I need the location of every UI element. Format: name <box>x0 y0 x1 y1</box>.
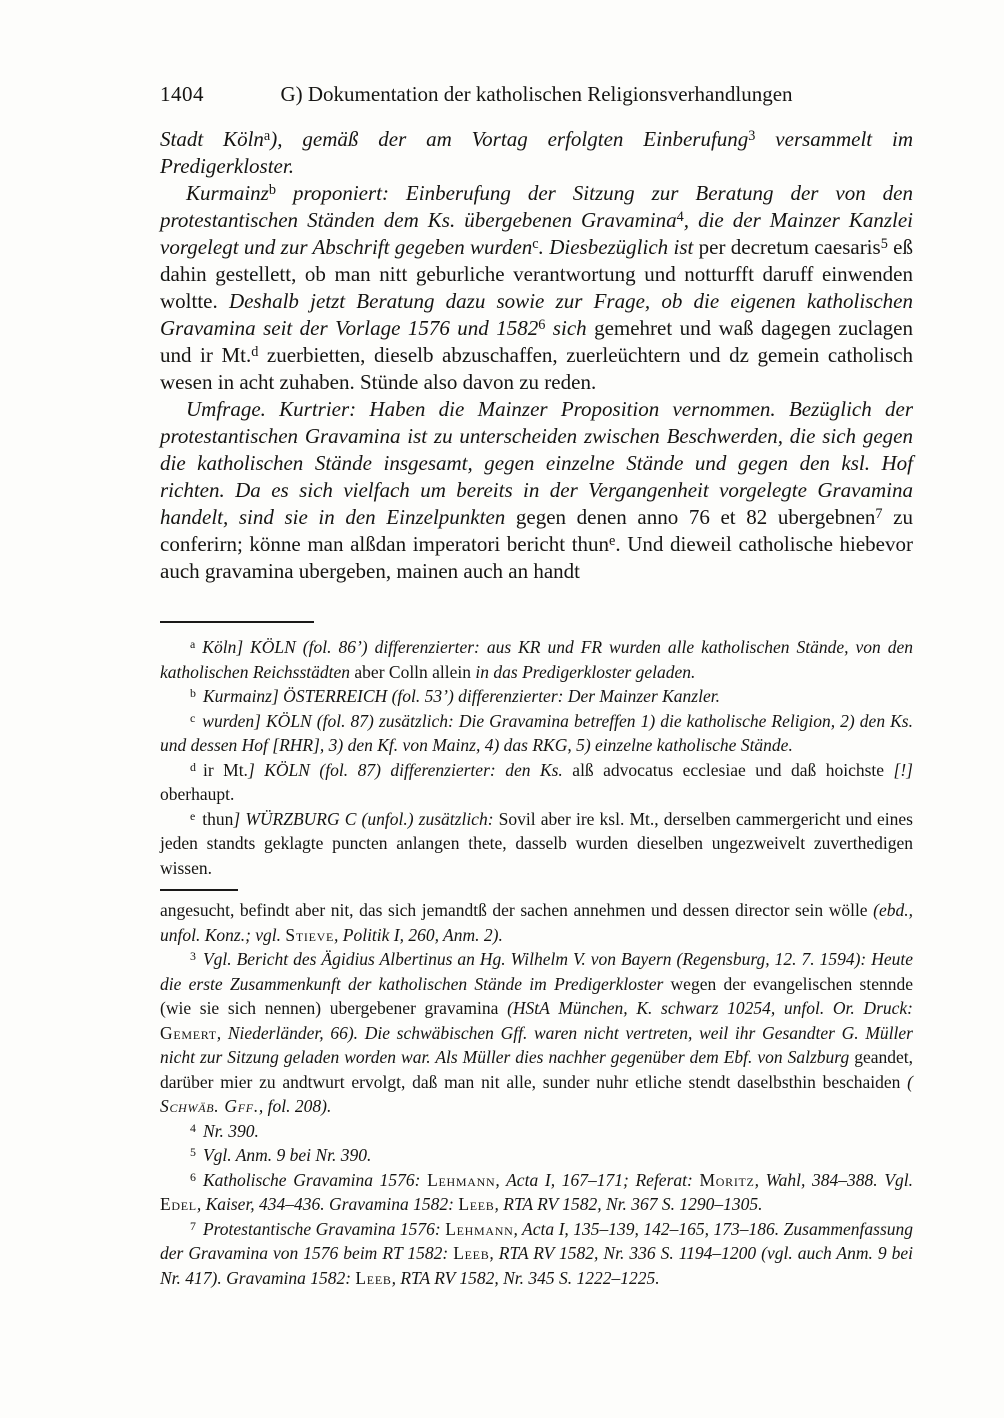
text-segment: , Kaiser, 434–436. Gravamina 1582: <box>196 1194 459 1214</box>
text-segment: 4 <box>676 209 684 226</box>
text-segment: proponiert: Einberufung der Sitzung zur Beratung der von den protestantischen Ständen dem Ks. übergebenen Gravamina <box>160 181 913 232</box>
footnote-marker: 7 <box>190 1218 196 1233</box>
page-header <box>160 82 913 110</box>
text-segment: Leeb <box>355 1267 392 1288</box>
text-segment: Deshalb jetzt Beratung dazu sowie zur Frage, ob die eigenen katholischen Gravamina seit der Vorlage 1576 und 1582 <box>160 289 913 340</box>
text-segment: 6 <box>538 317 546 334</box>
text-segment: Sovil aber ire ksl. Mt., derselben cammergericht und eines jeden standts geklagte puncten anlangen thete, dasselb wurden dieselben ungezweivelt zuverthedigen wissen. <box>160 808 913 878</box>
text-segment: oberhaupt. <box>160 784 235 804</box>
text-segment: alß advocatus ecclesiae und daß hoichste <box>572 759 894 780</box>
number-footnote <box>160 1217 913 1291</box>
main-text <box>160 126 913 585</box>
text-segment: ir Mt. <box>202 759 248 780</box>
text-segment: Stieve <box>285 924 335 945</box>
apparatus-letter-notes <box>160 635 913 880</box>
text-segment: Umfrage. Kurtrier: Haben die Mainzer Proposition vernommen. Bezüglich der protestantischen Gravamina ist zu unterscheiden zwischen Beschwerden, die sich gegen die katholischen Stände insgesamt, gegen einzelne Stände und gegen den ksl. Hof richten. Da es sich vielfach um bereits in der Vergangenheit vorgelegte Gravamina handelt, sind sie in den Einzelpunkten <box>160 397 913 529</box>
text-segment: ( <box>907 1071 913 1092</box>
text-segment: Leeb <box>458 1194 495 1214</box>
footnote-marker: b <box>190 686 196 701</box>
text-segment: (ebd., unfol. Konz.; vgl. <box>160 900 913 945</box>
text-segment: Vgl. Bericht des Ägidius Albertinus an Hg. Wilhelm V. von Bayern (Regensburg, 12. 7. 1594): Heute die erste Zusammenkunft der katholischen Stände im Predigerkloster <box>160 949 913 994</box>
number-footnote <box>160 1168 913 1217</box>
text-segment: eß dahin gestellett, ob man nitt geburliche verantwortung und notturfft daruff einwenden woltte. <box>160 235 913 313</box>
number-footnote <box>160 1119 913 1144</box>
text-segment: Protestantische Gravamina 1576: <box>202 1218 446 1239</box>
text-segment: Gemert <box>160 1022 217 1043</box>
text-segment: ] KÖLN (fol. 87) differenzierter: den Ks. <box>247 759 573 780</box>
number-footnote <box>160 947 913 1119</box>
number-footnote <box>160 898 913 947</box>
letter-footnote <box>160 684 913 709</box>
text-segment: wegen der evangelischen stennde (wie sie sich nennen) ubergebener gravamina <box>160 973 913 1018</box>
text-segment: gemehret und waß dagegen zuclagen und ir Mt. <box>160 316 913 367</box>
text-segment: Nr. 390. <box>202 1120 259 1141</box>
footnote-separator-long <box>160 621 314 623</box>
letter-footnote <box>160 807 913 881</box>
footnote-marker: e <box>190 808 196 823</box>
text-segment: 7 <box>875 506 883 523</box>
text-segment: wurden] KÖLN (fol. 87) zusätzlich: Die Gravamina betreffen 1) die katholische Religion, 2) den Ks. und dessen Hof [RHR], 3) den Kf. von Mainz, 4) das RKG, 5) einzelne katholische Stände. <box>160 710 913 755</box>
footnote-separator-short <box>160 889 238 891</box>
text-segment: angesucht, befindt aber nit, das sich jemandtß der sachen annehmen und dessen director sein wölle <box>160 900 874 920</box>
body-paragraph <box>160 126 913 180</box>
text-segment: , Acta I, 135–139, 142–165, 173–186. Zusammenfassung der Gravamina von 1576 beim RT 1582: <box>160 1218 913 1263</box>
text-segment: Lehmann <box>427 1169 496 1190</box>
text-segment: , die der Mainzer Kanzlei vorgelegt und zur Abschrift gegeben wurden <box>160 208 913 259</box>
text-segment: per decretum caesaris <box>698 235 881 259</box>
footnote-marker: 6 <box>190 1169 196 1184</box>
text-segment: b <box>268 182 276 199</box>
text-segment: d <box>251 344 259 361</box>
number-footnote <box>160 1143 913 1168</box>
text-segment: Edel <box>160 1194 197 1214</box>
text-segment: ), gemäß der am Vortag erfolgten Einberufung <box>270 127 749 151</box>
text-segment: Köln] KÖLN (fol. 86’) differenzierter: aus KR und FR wurden alle katholischen Stände, von den katholischen Reichsstädten <box>160 637 913 682</box>
text-segment: gegen denen anno 76 et 82 ubergebnen <box>515 505 876 529</box>
body-paragraph <box>160 396 913 585</box>
text-segment: Leeb <box>453 1243 490 1263</box>
text-segment: 5 <box>880 236 888 253</box>
text-segment: geandet, darüber mier zu andtwurt ervolgt, daß man nit alle, sunder nuhr etliche stendt daselbsthin beschaiden <box>160 1047 913 1092</box>
text-segment: ] WÜRZBURG C (unfol.) zusätzlich: <box>233 808 499 829</box>
page-number: 1404 <box>160 82 204 106</box>
footnote-marker: 5 <box>190 1145 196 1160</box>
footnote-marker: 4 <box>190 1120 196 1135</box>
apparatus-number-notes <box>160 898 913 1290</box>
text-segment: , Politik I, 260, Anm. 2). <box>334 924 503 945</box>
running-header: G) Dokumentation der katholischen Religionsverhandlungen <box>280 82 793 106</box>
footnote-marker: a <box>190 637 196 652</box>
text-segment: e <box>609 533 616 550</box>
text-segment: , fol. 208). <box>258 1096 332 1116</box>
letter-footnote <box>160 635 913 684</box>
text-segment: Vgl. Anm. 9 bei Nr. 390. <box>202 1145 372 1165</box>
text-segment: in das Predigerkloster geladen. <box>475 661 696 682</box>
text-segment: Schwäb. Gff. <box>160 1096 259 1116</box>
footnote-marker: 3 <box>190 949 196 964</box>
text-segment: Moritz <box>699 1169 755 1190</box>
text-segment: . Diesbezüglich ist <box>538 235 699 259</box>
footnote-marker: c <box>190 710 196 725</box>
body-paragraph <box>160 180 913 396</box>
text-segment: Katholische Gravamina 1576: <box>202 1169 428 1190</box>
text-segment: Lehmann <box>445 1218 514 1239</box>
text-segment: a <box>263 128 271 145</box>
text-segment: thun <box>202 808 234 829</box>
text-segment: Kurmainz <box>186 181 269 205</box>
text-segment: zu conferirn; könne man alßdan imperatori bericht thun <box>160 505 913 556</box>
text-segment: aber Colln allein <box>354 661 476 682</box>
text-segment: Kurmainz] ÖSTERREICH (fol. 53’) differenzierter: Der Mainzer Kanzler. <box>202 686 720 706</box>
text-segment: zuerbietten, dieselb abzuschaffen, zuerleüchtern und dz gemein catholisch wesen in acht zuhaben. Stünde also davon zu reden. <box>160 343 913 394</box>
text-segment: , Acta I, 167–171; Referat: <box>495 1169 700 1190</box>
text-segment: . Und dieweil catholische hiebevor auch gravamina ubergeben, mainen auch an handt <box>160 532 913 583</box>
text-segment: , Wahl, 384–388. Vgl. <box>754 1169 913 1190</box>
text-segment: versammelt im Predigerkloster. <box>160 127 914 178</box>
text-segment: 3 <box>748 128 756 145</box>
text-segment: c <box>532 236 539 253</box>
footnote-marker: d <box>190 759 196 774</box>
text-segment: , Niederländer, 66). Die schwäbischen Gff. waren nicht vertreten, weil ihr Gesandter G. Müller nicht zur Sitzung geladen worden war. Als Müller dies nachher gegenüber dem Ebf. von Salzburg <box>160 1022 913 1067</box>
letter-footnote <box>160 709 913 758</box>
text-segment: , RTA RV 1582, Nr. 367 S. 1290–1305. <box>494 1194 763 1214</box>
letter-footnote <box>160 758 913 807</box>
text-segment: [!] <box>893 759 913 780</box>
text-segment: , RTA RV 1582, Nr. 345 S. 1222–1225. <box>391 1267 660 1288</box>
text-segment: , RTA RV 1582, Nr. 336 S. 1194–1200 (vgl. auch Anm. 9 bei Nr. 417). Gravamina 1582: <box>160 1243 914 1288</box>
text-segment: sich <box>545 316 595 340</box>
text-segment: Stadt Köln <box>160 127 264 151</box>
text-segment: (HStA München, K. schwarz 10254, unfol. Or. Druck: <box>507 998 913 1018</box>
